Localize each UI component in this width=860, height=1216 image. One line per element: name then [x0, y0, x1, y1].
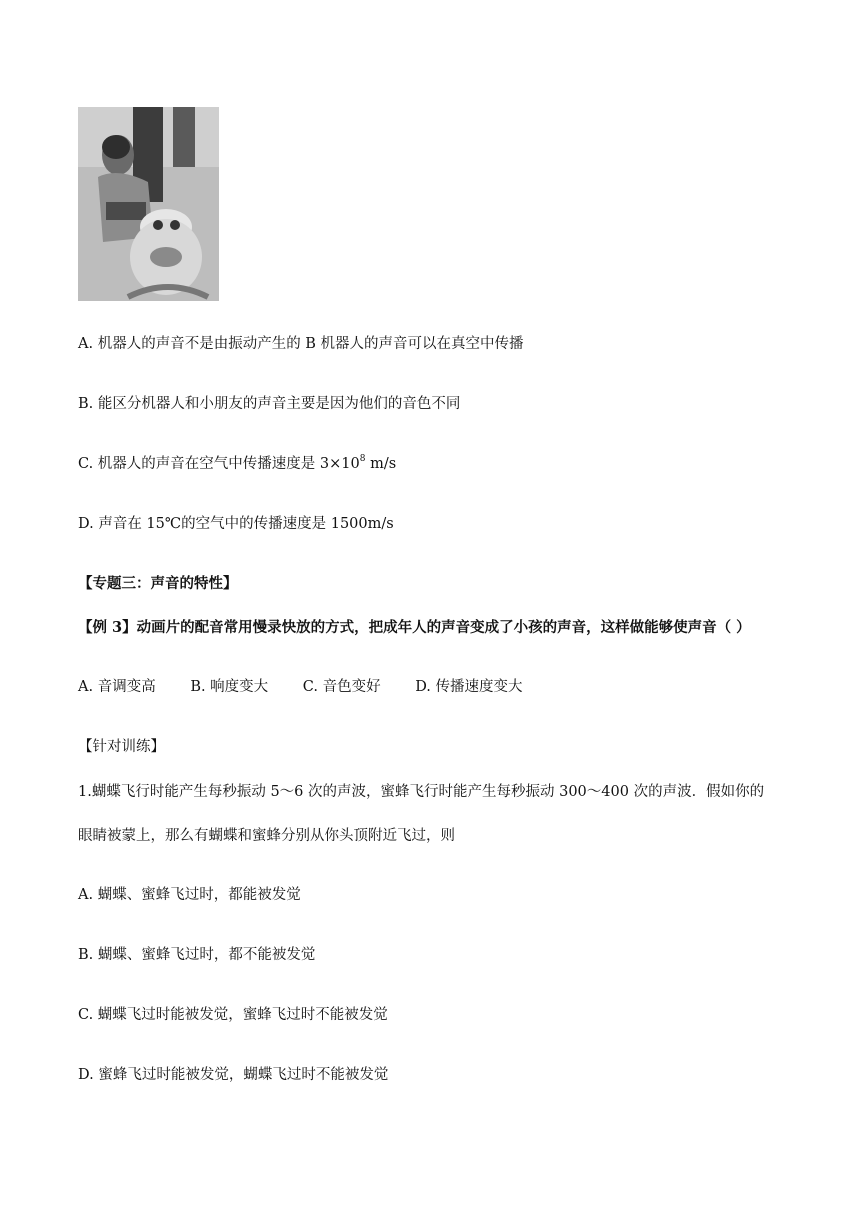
example3-option-c: C. 音色变好	[302, 679, 381, 695]
example3-option-d: D. 传播速度变大	[415, 679, 523, 695]
q2-option-d: D. 声音在 15℃的空气中的传播速度是 1500m/s	[78, 516, 394, 532]
practice-q1-line1: 1.蝴蝶飞行时能产生每秒振动 5～6 次的声波，蜜蜂飞行时能产生每秒振动 300～400 次的声波．假如你的	[78, 784, 765, 800]
example3-option-b: B. 响度变大	[190, 679, 269, 695]
practice-q1-option-a: A. 蝴蝶、蜜蜂飞过时，都能被发觉	[78, 887, 301, 903]
practice-heading: 【针对训练】	[78, 739, 165, 755]
q2-option-c-unit: m/s	[365, 456, 397, 472]
practice-q1-option-d: D. 蜜蜂飞过时能被发觉，蝴蝶飞过时不能被发觉	[78, 1067, 389, 1083]
topic3-heading: 【专题三：声音的特性】	[78, 575, 238, 592]
q2-option-c-exponent: 8	[359, 454, 366, 465]
practice-q1-option-c: C. 蝴蝶飞过时能被发觉，蜜蜂飞过时不能被发觉	[78, 1007, 388, 1023]
photo-icon	[78, 107, 219, 301]
robot-child-photo	[78, 107, 219, 301]
q2-option-c-prefix: C. 机器人的声音在空气中传播速度是 3×10	[78, 456, 360, 472]
q2-option-c	[78, 454, 396, 474]
example3-question: 【例 3】动画片的配音常用慢录快放的方式，把成年人的声音变成了小孩的声音，这样做能够使声音（ ）	[78, 619, 751, 636]
practice-q1-option-b: B. 蝴蝶、蜜蜂飞过时，都不能被发觉	[78, 947, 316, 963]
example3-options	[78, 677, 553, 697]
practice-q1-line2: 眼睛被蒙上，那么有蝴蝶和蜜蜂分别从你头顶附近飞过，则	[78, 828, 455, 844]
q2-option-b: B. 能区分机器人和小朋友的声音主要是因为他们的音色不同	[78, 396, 461, 412]
example3-option-a: A. 音调变高	[78, 679, 156, 695]
q2-option-a: A. 机器人的声音不是由振动产生的 B 机器人的声音可以在真空中传播	[78, 336, 524, 352]
